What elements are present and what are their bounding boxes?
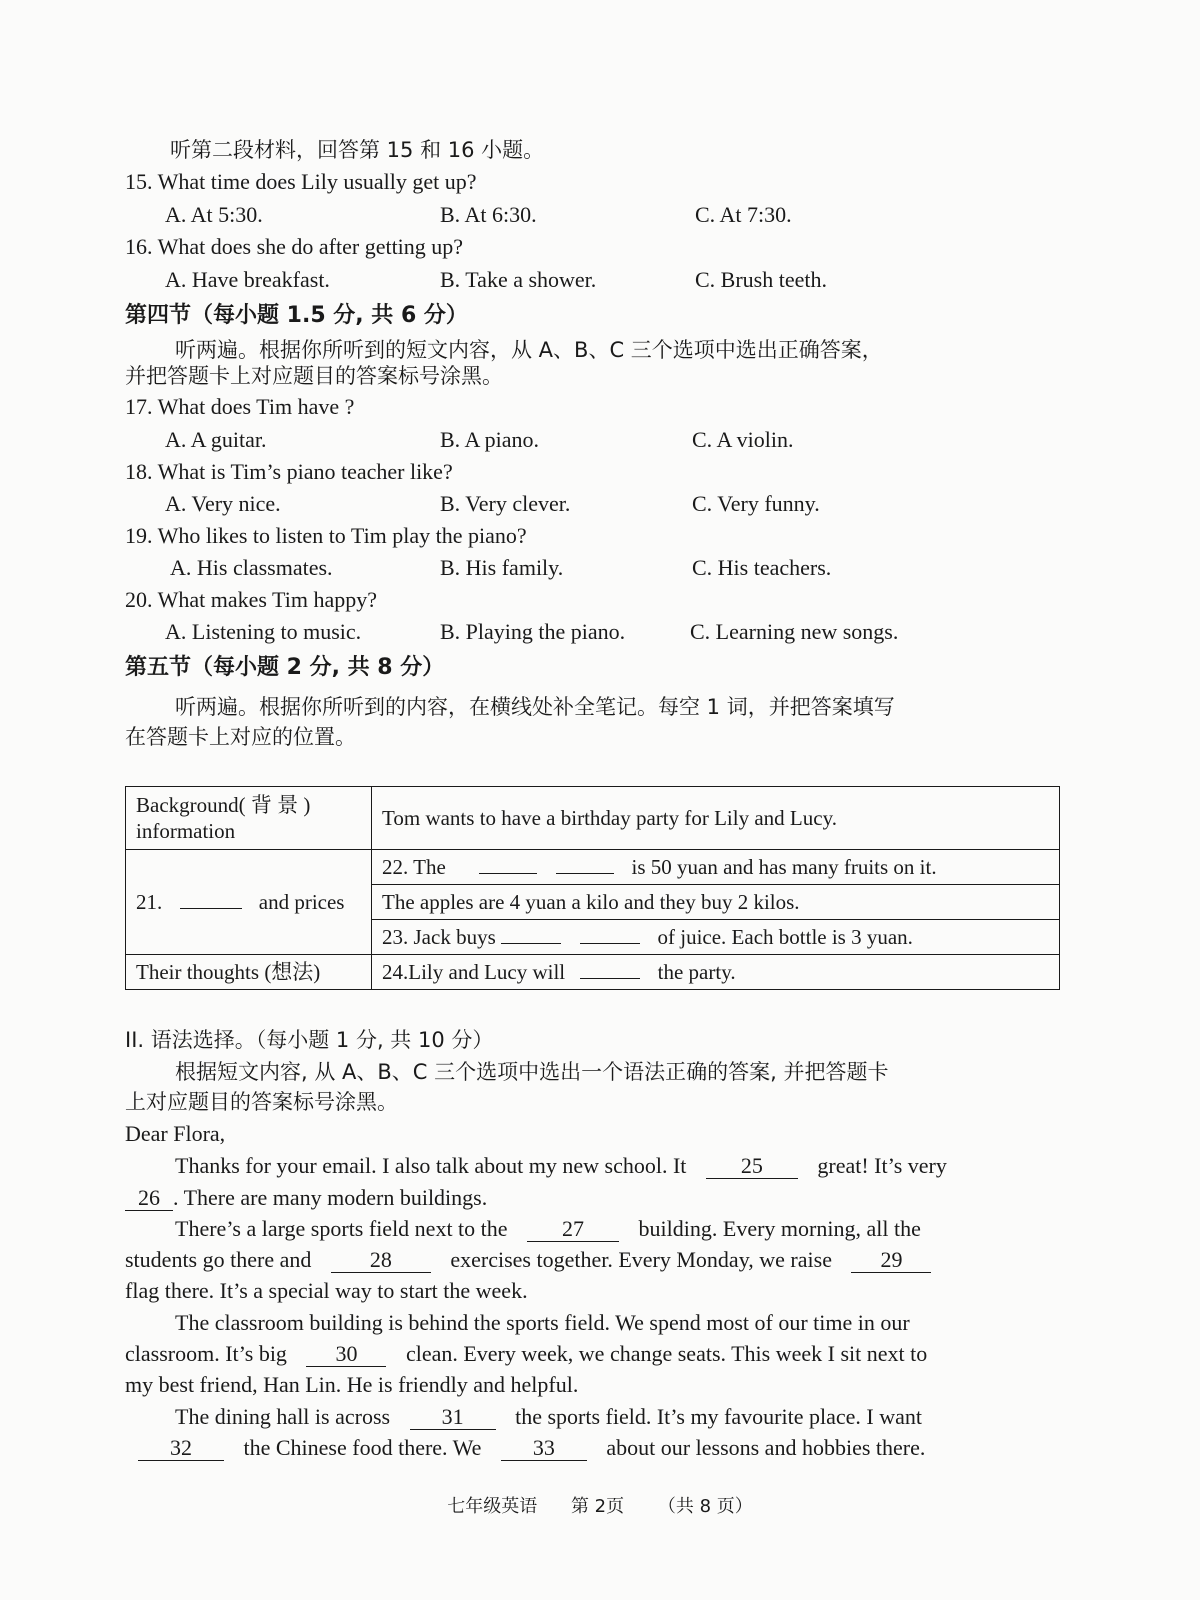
cell-text: is 50 yuan and has many fruits on it.: [631, 855, 937, 879]
passage-line: The classroom building is behind the sports field. We spend most of our time in our: [175, 1310, 910, 1335]
answer-blank-22b[interactable]: [556, 873, 614, 874]
letter-salutation: Dear Flora,: [125, 1121, 226, 1146]
passage-line: [125, 1340, 927, 1368]
passage-line: [125, 1184, 487, 1212]
passage-text: classroom. It’s big: [125, 1341, 287, 1366]
passage-text: exercises together. Every Monday, we raise: [450, 1247, 832, 1272]
passage-text: . There are many modern buildings.: [173, 1185, 488, 1210]
passage-text: the Chinese food there. We: [243, 1435, 482, 1460]
passage-text: Thanks for your email. I also talk about my new school. It: [175, 1153, 687, 1178]
option-a: A. His classmates.: [170, 555, 333, 580]
blank-33: 33: [501, 1436, 587, 1461]
blank-31: 31: [410, 1405, 496, 1430]
option-b: B. Very clever.: [440, 491, 571, 516]
footer-subject: 七年级英语: [447, 1496, 538, 1517]
question-stem: 19. Who likes to listen to Tim play the piano?: [125, 523, 527, 548]
cell-text: 24.Lily and Lucy will: [382, 960, 566, 984]
section-heading: 第五节（每小题 2 分, 共 8 分）: [125, 655, 445, 680]
option-a: A. A guitar.: [165, 427, 267, 452]
table-cell: [372, 850, 1060, 885]
passage-text: students go there and: [125, 1247, 312, 1272]
option-c: C. His teachers.: [692, 555, 832, 580]
option-a: A. Listening to music.: [165, 619, 362, 644]
blank-30: 30: [306, 1342, 386, 1367]
answer-blank-22a[interactable]: [479, 873, 537, 874]
blank-25: 25: [706, 1154, 798, 1179]
cell-text: the party.: [657, 960, 736, 984]
section-instruction: 上对应题目的答案标号涂黑。: [125, 1090, 398, 1114]
passage-text: about our lessons and hobbies there.: [606, 1435, 926, 1460]
cell-text: 23. Jack buys: [382, 925, 496, 949]
table-label-cell: [126, 850, 372, 955]
table-cell: Tom wants to have a birthday party for Lily and Lucy.: [372, 787, 1060, 850]
blank-27: 27: [527, 1217, 619, 1242]
passage-text: The dining hall is across: [175, 1404, 391, 1429]
table-label-cell: [126, 787, 372, 850]
question-stem: 15. What time does Lily usually get up?: [125, 169, 477, 194]
answer-blank-24[interactable]: [580, 978, 640, 979]
blank-26: 26: [125, 1186, 173, 1211]
question-stem: 18. What is Tim’s piano teacher like?: [125, 459, 453, 484]
passage-text: great! It’s very: [817, 1153, 947, 1178]
question-stem: 17. What does Tim have ?: [125, 394, 355, 419]
option-a: A. At 5:30.: [165, 202, 263, 227]
passage-line: [175, 1215, 921, 1243]
row-label: information: [136, 819, 236, 843]
blank-29: 29: [851, 1248, 931, 1273]
footer-page-number: 第 2页: [570, 1496, 625, 1517]
passage-line: [125, 1246, 931, 1274]
row-label: and prices: [258, 890, 345, 914]
passage-text: building. Every morning, all the: [638, 1216, 921, 1241]
answer-blank-21[interactable]: [180, 908, 242, 909]
cell-text: of juice. Each bottle is 3 yuan.: [657, 925, 913, 949]
option-c: C. Very funny.: [692, 491, 820, 516]
option-c: C. Learning new songs.: [690, 619, 899, 644]
passage-line: my best friend, Han Lin. He is friendly and helpful.: [125, 1372, 579, 1397]
section-instruction: 听两遍。根据你所听到的内容，在横线处补全笔记。每空 1 词，并把答案填写: [175, 695, 895, 719]
table-cell: [372, 955, 1060, 990]
passage-line: flag there. It’s a special way to start the week.: [125, 1278, 528, 1303]
passage-line: [175, 1152, 947, 1180]
table-cell: [372, 920, 1060, 955]
passage-text: There’s a large sports field next to the: [175, 1216, 508, 1241]
option-a: A. Very nice.: [165, 491, 281, 516]
section-heading: II. 语法选择。（每小题 1 分, 共 10 分）: [125, 1028, 494, 1052]
table-row: [126, 850, 1060, 885]
item-number: 21.: [136, 890, 163, 914]
option-c: C. A violin.: [692, 427, 794, 452]
option-b: B. Take a shower.: [440, 267, 597, 292]
table-row: [126, 955, 1060, 990]
section-instruction: 在答题卡上对应的位置。: [125, 725, 356, 749]
section-instruction: 根据短文内容, 从 A、B、C 三个选项中选出一个语法正确的答案, 并把答题卡: [175, 1060, 889, 1084]
option-c: C. At 7:30.: [695, 202, 792, 227]
question-stem: 16. What does she do after getting up?: [125, 234, 464, 259]
footer-total-pages: （共 8 页）: [657, 1496, 753, 1517]
option-a: A. Have breakfast.: [165, 267, 330, 292]
option-c: C. Brush teeth.: [695, 267, 827, 292]
section-heading: 第四节（每小题 1.5 分, 共 6 分）: [125, 303, 468, 328]
answer-blank-23b[interactable]: [580, 943, 640, 944]
section-instruction: 听两遍。根据你所听到的短文内容，从 A、B、C 三个选项中选出正确答案，: [175, 338, 883, 362]
table-cell: The apples are 4 yuan a kilo and they buy 2 kilos.: [372, 885, 1060, 920]
option-b: B. A piano.: [440, 427, 540, 452]
passage-line: [138, 1434, 925, 1462]
page-footer: [0, 1492, 1200, 1518]
question-stem: 20. What makes Tim happy?: [125, 587, 377, 612]
option-b: B. At 6:30.: [440, 202, 537, 227]
table-row: [126, 787, 1060, 850]
option-b: B. Playing the piano.: [440, 619, 626, 644]
blank-32: 32: [138, 1436, 224, 1461]
passage-line: [175, 1403, 922, 1431]
section-intro: 听第二段材料，回答第 15 和 16 小题。: [170, 138, 545, 162]
passage-text: clean. Every week, we change seats. This week I sit next to: [405, 1341, 928, 1366]
row-label: Background( 背 景 ): [136, 793, 311, 817]
option-b: B. His family.: [440, 555, 564, 580]
answer-blank-23a[interactable]: [501, 943, 561, 944]
cell-text: 22. The: [382, 855, 446, 879]
section-instruction: 并把答题卡上对应题目的答案标号涂黑。: [125, 364, 503, 388]
passage-text: the sports field. It’s my favourite place. I want: [515, 1404, 922, 1429]
notes-table: [125, 786, 1060, 990]
table-label-cell: Their thoughts (想法): [126, 955, 372, 990]
blank-28: 28: [331, 1248, 431, 1273]
